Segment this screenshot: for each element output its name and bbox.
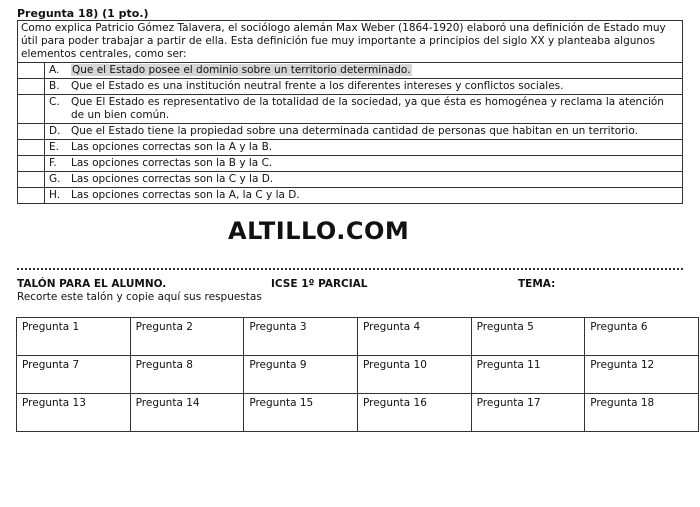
answer-cell[interactable]: Pregunta 5 bbox=[471, 318, 585, 356]
tema-label: TEMA: bbox=[518, 278, 556, 290]
option-text: Que el Estado es una institución neutral frente a los diferentes intereses y conflictos sociales. bbox=[68, 79, 683, 95]
answer-cell[interactable]: Pregunta 15 bbox=[244, 394, 358, 432]
answer-cell[interactable]: Pregunta 8 bbox=[130, 356, 244, 394]
talon-instruction: Recorte este talón y copie aquí sus respuestas bbox=[17, 291, 262, 303]
answer-cell[interactable]: Pregunta 10 bbox=[357, 356, 471, 394]
answer-grid-row bbox=[17, 394, 699, 432]
question-stem: Como explica Patricio Gómez Talavera, el sociólogo alemán Max Weber (1864-1920) elaboró una definición de Estado muy útil para poder trabajar a partir de ella. Esta definición fue muy importante a principios del siglo XX y planteaba algunos elementos centrales, como ser: bbox=[18, 21, 683, 63]
cut-line bbox=[17, 268, 683, 270]
answer-mark-cell[interactable] bbox=[18, 172, 45, 188]
option-text: Que El Estado es representativo de la totalidad de la sociedad, ya que ésta es homogénea y reclama la atención de un bien común. bbox=[68, 95, 683, 124]
option-row-c[interactable] bbox=[18, 95, 683, 124]
option-text: Que el Estado tiene la propiedad sobre una determinada cantidad de personas que habitan en un territorio. bbox=[68, 124, 683, 140]
option-text: Las opciones correctas son la C y la D. bbox=[68, 172, 683, 188]
option-row-f[interactable] bbox=[18, 156, 683, 172]
option-row-a[interactable] bbox=[18, 63, 683, 79]
answer-mark-cell[interactable] bbox=[18, 95, 45, 124]
option-letter: B. bbox=[45, 79, 69, 95]
answer-grid-row bbox=[17, 318, 699, 356]
answer-cell[interactable]: Pregunta 6 bbox=[585, 318, 699, 356]
answer-cell[interactable]: Pregunta 14 bbox=[130, 394, 244, 432]
answer-cell[interactable]: Pregunta 9 bbox=[244, 356, 358, 394]
answer-cell[interactable]: Pregunta 13 bbox=[17, 394, 131, 432]
option-text: Las opciones correctas son la B y la C. bbox=[68, 156, 683, 172]
option-row-h[interactable] bbox=[18, 188, 683, 204]
option-letter: H. bbox=[45, 188, 69, 204]
answer-cell[interactable]: Pregunta 18 bbox=[585, 394, 699, 432]
answer-mark-cell[interactable] bbox=[18, 188, 45, 204]
answer-mark-cell[interactable] bbox=[18, 124, 45, 140]
answer-cell[interactable]: Pregunta 17 bbox=[471, 394, 585, 432]
option-text-cell bbox=[68, 63, 683, 79]
talon-label: TALÓN PARA EL ALUMNO. bbox=[17, 278, 167, 290]
watermark-logo: ALTILLO.COM bbox=[228, 217, 410, 245]
option-row-g[interactable] bbox=[18, 172, 683, 188]
answer-cell[interactable]: Pregunta 16 bbox=[357, 394, 471, 432]
option-letter: A. bbox=[45, 63, 69, 79]
option-row-b[interactable] bbox=[18, 79, 683, 95]
option-text: Las opciones correctas son la A, la C y la D. bbox=[68, 188, 683, 204]
option-text: Las opciones correctas son la A y la B. bbox=[68, 140, 683, 156]
answer-cell[interactable]: Pregunta 3 bbox=[244, 318, 358, 356]
answer-mark-cell[interactable] bbox=[18, 156, 45, 172]
answer-mark-cell[interactable] bbox=[18, 79, 45, 95]
answer-cell[interactable]: Pregunta 2 bbox=[130, 318, 244, 356]
option-letter: F. bbox=[45, 156, 69, 172]
option-letter: D. bbox=[45, 124, 69, 140]
answer-cell[interactable]: Pregunta 1 bbox=[17, 318, 131, 356]
option-row-e[interactable] bbox=[18, 140, 683, 156]
question-title: Pregunta 18) (1 pto.) bbox=[17, 7, 149, 20]
option-letter: G. bbox=[45, 172, 69, 188]
question-stem-row bbox=[18, 21, 683, 63]
answer-mark-cell[interactable] bbox=[18, 63, 45, 79]
option-text-highlighted: Que el Estado posee el dominio sobre un territorio determinado. bbox=[72, 64, 411, 76]
answer-cell[interactable]: Pregunta 11 bbox=[471, 356, 585, 394]
answer-mark-cell[interactable] bbox=[18, 140, 45, 156]
answer-cell[interactable]: Pregunta 7 bbox=[17, 356, 131, 394]
answer-grid bbox=[16, 317, 699, 432]
answer-cell[interactable]: Pregunta 4 bbox=[357, 318, 471, 356]
option-letter: C. bbox=[45, 95, 69, 124]
option-row-d[interactable] bbox=[18, 124, 683, 140]
answer-cell[interactable]: Pregunta 12 bbox=[585, 356, 699, 394]
exam-label: ICSE 1º PARCIAL bbox=[271, 278, 368, 290]
question-table bbox=[17, 20, 683, 204]
option-letter: E. bbox=[45, 140, 69, 156]
answer-grid-row bbox=[17, 356, 699, 394]
